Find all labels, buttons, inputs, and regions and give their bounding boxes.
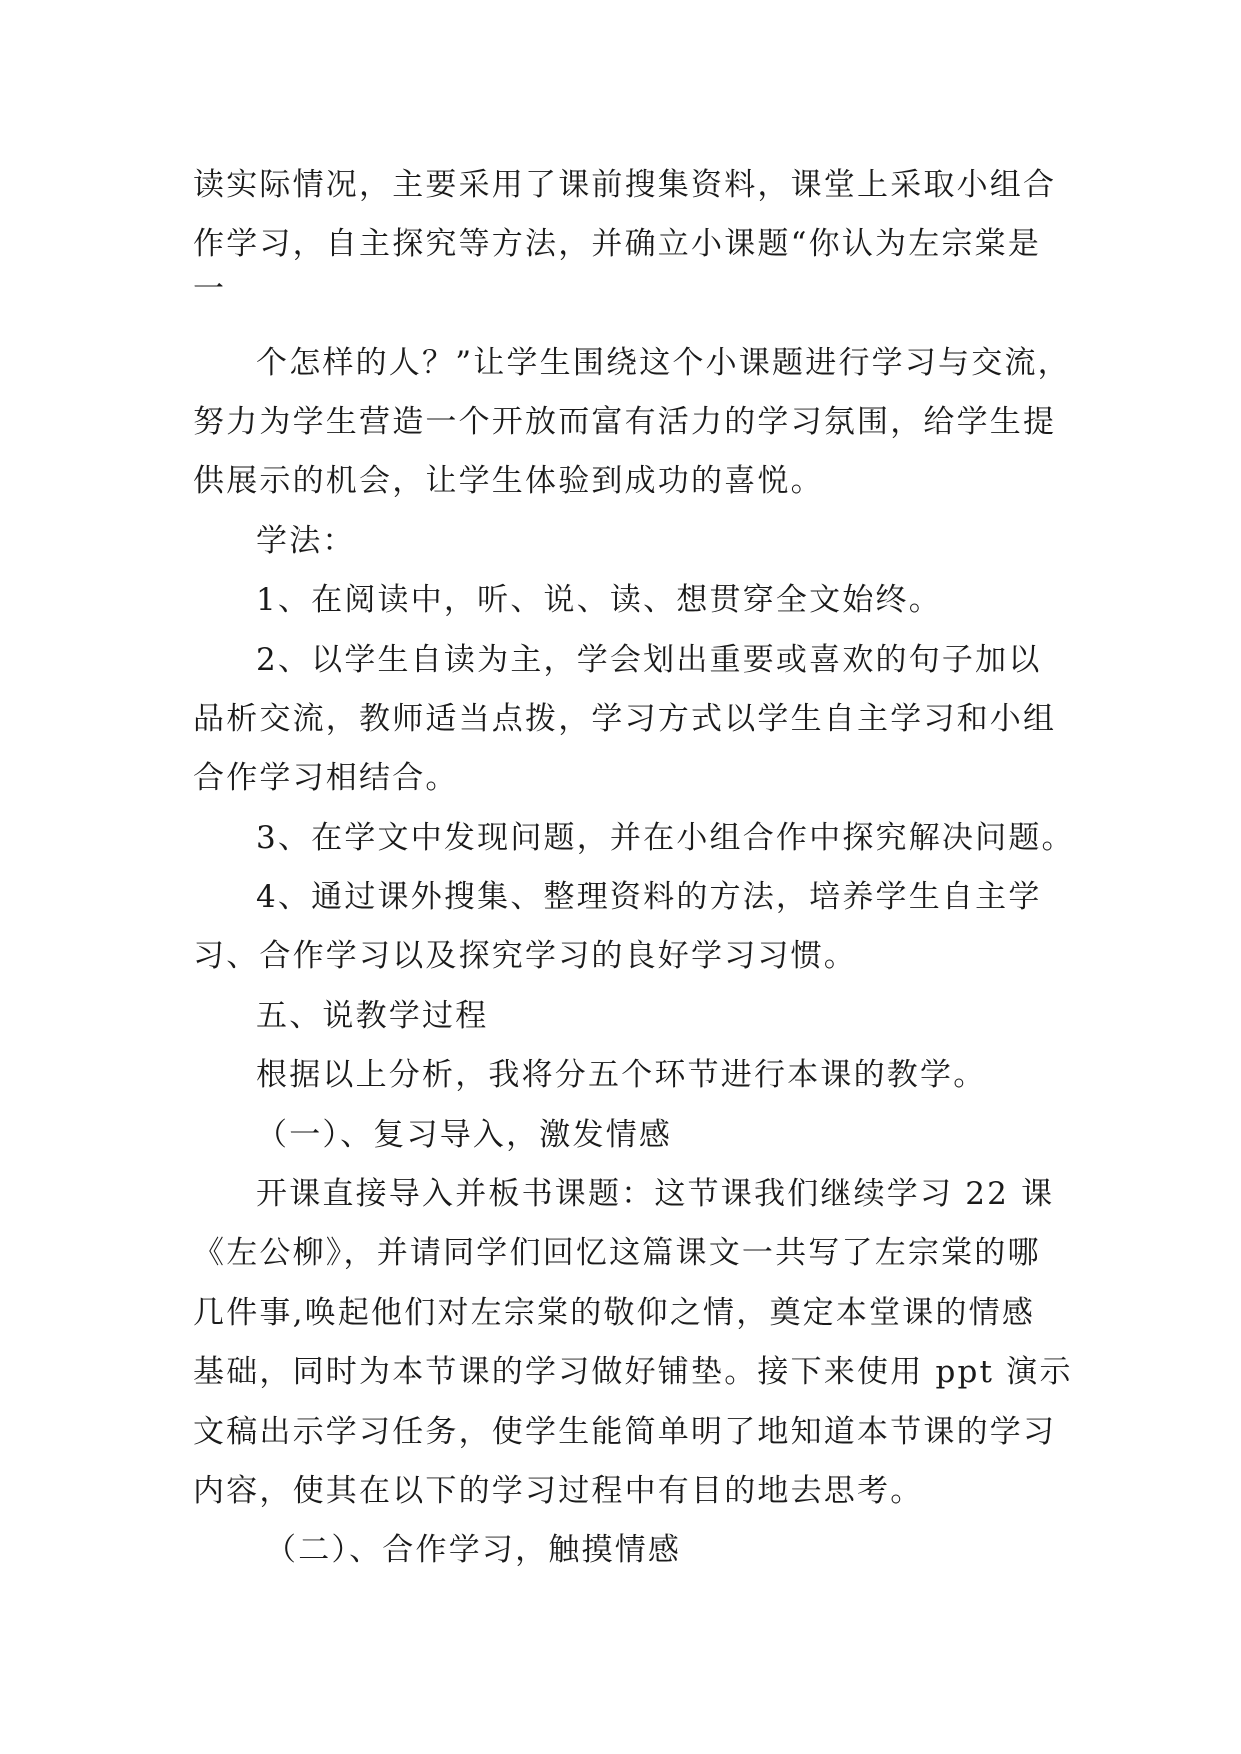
text-line: 努力为学生营造一个开放而富有活力的学习氛围，给学生提 [193,404,1057,440]
text-line: 合作学习相结合。 [193,760,459,796]
text-line: 品析交流，教师适当点拨，学习方式以学生自主学习和小组 [193,701,1057,737]
section-heading: 五、说教学过程 [256,998,489,1034]
text-line: 《左公柳》，并请同学们回忆这篇课文一共写了左宗棠的哪 [193,1235,1041,1271]
list-item: 2、以学生自读为主，学会划出重要或喜欢的句子加以 [256,642,1042,678]
text-line: 开课直接导入并板书课题：这节课我们继续学习 22 课 [256,1176,1055,1212]
list-item: 1、在阅读中，听、说、读、想贯穿全文始终。 [256,582,942,618]
text-line: 文稿出示学习任务，使学生能简单明了地知道本节课的学习 [193,1414,1057,1450]
text-line: 习、合作学习以及探究学习的良好学习习惯。 [193,938,857,974]
text-line: 个怎样的人？”让学生围绕这个小课题进行学习与交流， [256,345,1071,381]
subsection-heading: （一）、复习导入，激发情感 [256,1117,673,1153]
text-line: 供展示的机会，让学生体验到成功的喜悦。 [193,463,824,499]
text-line: 一 [193,271,227,307]
list-item: 4、通过课外搜集、整理资料的方法，培养学生自主学 [256,879,1042,915]
text-line: 几件事,唤起他们对左宗棠的敬仰之情，奠定本堂课的情感 [193,1295,1036,1331]
list-item: 3、在学文中发现问题，并在小组合作中探究解决问题。 [256,820,1075,856]
text-line: 基础，同时为本节课的学习做好铺垫。接下来使用 ppt 演示 [193,1354,1073,1390]
text-line: 内容，使其在以下的学习过程中有目的地去思考。 [193,1473,924,1509]
section-label: 学法： [256,523,356,559]
subsection-heading: （二）、合作学习，触摸情感 [265,1532,682,1568]
text-line: 读实际情况，主要采用了课前搜集资料，课堂上采取小组合 [193,167,1057,203]
text-line: 作学习，自主探究等方法，并确立小课题“你认为左宗棠是 [193,226,1042,262]
text-line: 根据以上分析，我将分五个环节进行本课的教学。 [256,1057,987,1093]
